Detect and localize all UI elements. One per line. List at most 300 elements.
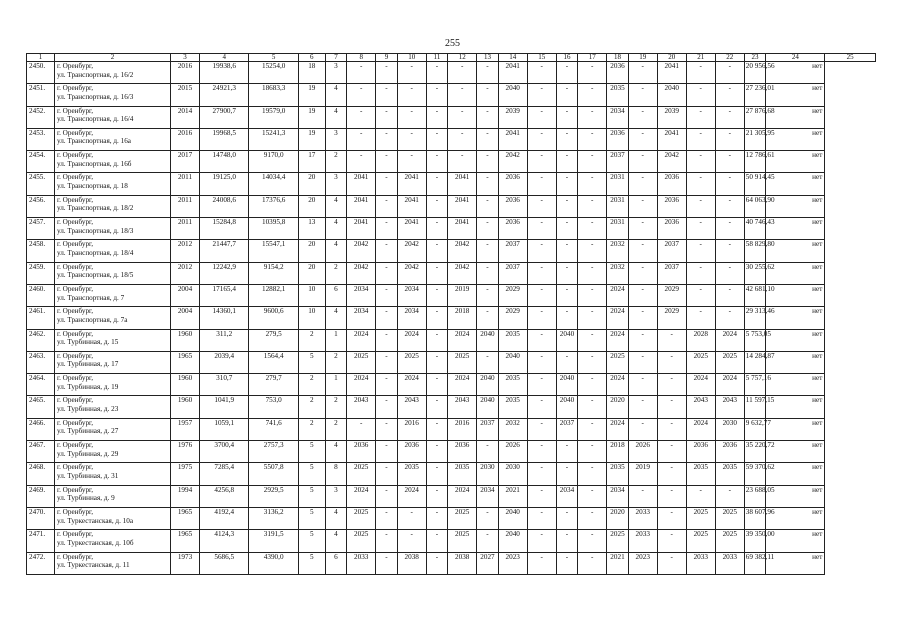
value-cell: 2018	[607, 441, 628, 463]
value-cell: 2043	[397, 396, 426, 418]
value-cell: 2024	[715, 374, 744, 396]
value-cell: -	[376, 284, 397, 306]
value-cell: 2036	[607, 62, 628, 84]
value-cell: 2036	[498, 173, 527, 195]
value-cell: 2024	[397, 329, 426, 351]
value-cell: 2025	[347, 351, 376, 373]
row-number-cell: 2457.	[27, 218, 55, 240]
value-cell: 2039	[657, 106, 686, 128]
value-cell: 19579,0	[249, 106, 298, 128]
value-cell: -	[578, 106, 607, 128]
value-cell: -	[578, 218, 607, 240]
address-city: г. Оренбург,	[56, 262, 93, 271]
value-cell: 2016	[397, 418, 426, 440]
value-cell: -	[628, 418, 657, 440]
row-number-cell: 2465.	[27, 396, 55, 418]
value-cell: -	[628, 106, 657, 128]
value-cell: -	[376, 507, 397, 529]
address-street: ул. Транспортная, д. 18/4	[56, 248, 134, 257]
address-cell	[54, 374, 170, 396]
column-number-header: 1	[27, 54, 55, 62]
row-number-cell: 2461.	[27, 307, 55, 329]
value-cell: -	[578, 195, 607, 217]
column-number-header: 22	[715, 54, 744, 62]
cost-cell: 50 914,45	[744, 173, 765, 195]
value-cell: -	[628, 218, 657, 240]
value-cell: -	[578, 84, 607, 106]
address-city: г. Оренбург,	[56, 396, 93, 405]
value-cell: -	[715, 485, 744, 507]
row-number-cell: 2452.	[27, 106, 55, 128]
value-cell: 2021	[498, 485, 527, 507]
value-cell: 2033	[628, 530, 657, 552]
value-cell: 2040	[477, 396, 498, 418]
cost-cell: 14 284,87	[744, 351, 765, 373]
value-cell: -	[527, 284, 556, 306]
cost-cell: 59 370,62	[744, 463, 765, 485]
value-cell: -	[628, 307, 657, 329]
value-cell: -	[426, 240, 447, 262]
value-cell: -	[448, 151, 477, 173]
value-cell: -	[477, 106, 498, 128]
column-number-header: 5	[249, 54, 298, 62]
value-cell: -	[628, 84, 657, 106]
value-cell: -	[527, 106, 556, 128]
address-city: г. Оренбург,	[56, 374, 93, 383]
table-row	[27, 240, 876, 262]
value-cell: 2025	[347, 507, 376, 529]
address-city: г. Оренбург,	[56, 106, 93, 115]
table-row	[27, 218, 876, 240]
value-cell: -	[477, 284, 498, 306]
column-number-header: 9	[376, 54, 397, 62]
value-cell: -	[527, 485, 556, 507]
housing-registry-table	[26, 53, 876, 575]
address-city: г. Оренбург,	[56, 307, 93, 316]
value-cell: 2039,4	[200, 351, 249, 373]
value-cell: 2029	[657, 284, 686, 306]
value-cell: -	[527, 307, 556, 329]
value-cell: -	[527, 507, 556, 529]
status-cell: нет	[766, 62, 825, 84]
value-cell: -	[477, 195, 498, 217]
cost-cell: 21 305,95	[744, 128, 765, 150]
value-cell: -	[376, 530, 397, 552]
value-cell: 5	[298, 351, 325, 373]
value-cell: 6	[325, 552, 346, 574]
address-street: ул. Турбинная, д. 27	[56, 427, 119, 436]
value-cell: 2041	[448, 195, 477, 217]
address-city: г. Оренбург,	[56, 351, 93, 360]
value-cell: 2025	[448, 530, 477, 552]
value-cell: -	[376, 441, 397, 463]
value-cell: 4	[325, 530, 346, 552]
value-cell: 4192,4	[200, 507, 249, 529]
value-cell: 19	[298, 128, 325, 150]
value-cell: 17165,4	[200, 284, 249, 306]
value-cell: 7285,4	[200, 463, 249, 485]
value-cell: 1564,4	[249, 351, 298, 373]
value-cell: -	[426, 307, 447, 329]
value-cell: 1965	[171, 507, 200, 529]
value-cell: 2041	[347, 218, 376, 240]
value-cell: 4	[325, 106, 346, 128]
value-cell: -	[376, 151, 397, 173]
address-street: ул. Турбинная, д. 15	[56, 338, 119, 347]
value-cell: 2034	[607, 106, 628, 128]
value-cell: 14034,4	[249, 173, 298, 195]
value-cell: 19968,5	[200, 128, 249, 150]
value-cell: 17376,6	[249, 195, 298, 217]
value-cell: -	[426, 396, 447, 418]
value-cell: 2041	[498, 62, 527, 84]
value-cell: -	[686, 195, 715, 217]
status-cell: нет	[766, 262, 825, 284]
address-street: ул. Турбинная, д. 31	[56, 471, 119, 480]
table-row	[27, 463, 876, 485]
status-cell: нет	[766, 240, 825, 262]
value-cell: 2023	[498, 552, 527, 574]
value-cell: 2025	[397, 351, 426, 373]
value-cell: 2036	[448, 441, 477, 463]
value-cell: -	[376, 351, 397, 373]
value-cell: 2036	[657, 218, 686, 240]
value-cell: 2041	[397, 195, 426, 217]
column-number-header: 13	[477, 54, 498, 62]
address-street: ул. Транспортная, д. 16/4	[56, 115, 134, 124]
value-cell: 2036	[657, 173, 686, 195]
table-row	[27, 128, 876, 150]
value-cell: 3136,2	[249, 507, 298, 529]
row-number-cell: 2464.	[27, 374, 55, 396]
column-number-header: 17	[578, 54, 607, 62]
value-cell: -	[556, 195, 577, 217]
value-cell: 18	[298, 62, 325, 84]
value-cell: 10	[298, 307, 325, 329]
value-cell: 1	[325, 329, 346, 351]
value-cell: 2	[325, 418, 346, 440]
value-cell: 2037	[477, 418, 498, 440]
value-cell: 2012	[171, 262, 200, 284]
column-number-header: 3	[171, 54, 200, 62]
column-number-header: 2	[54, 54, 170, 62]
value-cell: 8	[325, 463, 346, 485]
value-cell: -	[426, 530, 447, 552]
value-cell: -	[527, 173, 556, 195]
value-cell: -	[426, 329, 447, 351]
value-cell: -	[657, 463, 686, 485]
value-cell: 2040	[498, 351, 527, 373]
value-cell: -	[657, 507, 686, 529]
value-cell: -	[715, 84, 744, 106]
value-cell: -	[715, 151, 744, 173]
value-cell: 2038	[448, 552, 477, 574]
value-cell: 3700,4	[200, 441, 249, 463]
row-number-cell: 2459.	[27, 262, 55, 284]
value-cell: -	[715, 106, 744, 128]
value-cell: 20	[298, 240, 325, 262]
value-cell: 2037	[657, 240, 686, 262]
table-row	[27, 374, 876, 396]
value-cell: 2019	[448, 284, 477, 306]
status-cell: нет	[766, 396, 825, 418]
value-cell: -	[448, 128, 477, 150]
address-street: ул. Транспортная, д. 18	[56, 182, 128, 191]
value-cell: 2036	[657, 195, 686, 217]
row-number-cell: 2467.	[27, 441, 55, 463]
status-cell: нет	[766, 284, 825, 306]
value-cell: -	[527, 463, 556, 485]
value-cell: 1960	[171, 329, 200, 351]
value-cell: -	[715, 128, 744, 150]
value-cell: -	[628, 396, 657, 418]
value-cell: 2042	[397, 262, 426, 284]
value-cell: -	[715, 284, 744, 306]
value-cell: -	[376, 218, 397, 240]
value-cell: -	[628, 128, 657, 150]
cost-cell: 39 350,00	[744, 530, 765, 552]
value-cell: 1973	[171, 552, 200, 574]
value-cell: 2031	[607, 195, 628, 217]
value-cell: 2040	[477, 374, 498, 396]
value-cell: 1	[325, 374, 346, 396]
value-cell: 2025	[686, 530, 715, 552]
address-cell	[54, 173, 170, 195]
value-cell: 2004	[171, 307, 200, 329]
cost-cell: 58 829,80	[744, 240, 765, 262]
value-cell: 2021	[607, 552, 628, 574]
value-cell: 2024	[715, 329, 744, 351]
value-cell: 14748,0	[200, 151, 249, 173]
value-cell: -	[527, 351, 556, 373]
value-cell: 2025	[686, 507, 715, 529]
table-row	[27, 307, 876, 329]
value-cell: -	[426, 62, 447, 84]
cost-cell: 38 607,96	[744, 507, 765, 529]
value-cell: 2040	[556, 374, 577, 396]
address-cell	[54, 351, 170, 373]
value-cell: -	[477, 441, 498, 463]
value-cell: 2041	[448, 218, 477, 240]
value-cell: 2026	[628, 441, 657, 463]
value-cell: 2025	[715, 530, 744, 552]
value-cell: -	[578, 418, 607, 440]
value-cell: 4256,8	[200, 485, 249, 507]
value-cell: -	[477, 262, 498, 284]
value-cell: 5	[298, 441, 325, 463]
value-cell: -	[376, 128, 397, 150]
value-cell: 1960	[171, 374, 200, 396]
status-cell: нет	[766, 463, 825, 485]
value-cell: 2035	[498, 329, 527, 351]
value-cell: 2041	[397, 173, 426, 195]
value-cell: 2024	[397, 485, 426, 507]
value-cell: -	[628, 151, 657, 173]
value-cell: 4	[325, 84, 346, 106]
value-cell: 2024	[347, 329, 376, 351]
cost-cell: 5 753,05	[744, 329, 765, 351]
address-street: ул. Турбинная, д. 19	[56, 382, 119, 391]
table-row	[27, 173, 876, 195]
value-cell: 2	[298, 329, 325, 351]
value-cell: -	[686, 106, 715, 128]
value-cell: -	[578, 463, 607, 485]
address-cell	[54, 463, 170, 485]
value-cell: 2037	[556, 418, 577, 440]
value-cell: 27900,7	[200, 106, 249, 128]
status-cell: нет	[766, 173, 825, 195]
value-cell: 3	[325, 173, 346, 195]
value-cell: -	[686, 218, 715, 240]
value-cell: 2034	[347, 307, 376, 329]
value-cell: 2023	[628, 552, 657, 574]
value-cell: 2028	[686, 329, 715, 351]
value-cell: 2024	[686, 418, 715, 440]
address-cell	[54, 218, 170, 240]
address-street: ул. Транспортная, д. 18/2	[56, 204, 134, 213]
value-cell: -	[426, 173, 447, 195]
value-cell: -	[426, 128, 447, 150]
value-cell: -	[556, 530, 577, 552]
value-cell: 6	[325, 284, 346, 306]
row-number-cell: 2466.	[27, 418, 55, 440]
value-cell: -	[347, 62, 376, 84]
value-cell: 2757,3	[249, 441, 298, 463]
value-cell: 2036	[397, 441, 426, 463]
row-number-cell: 2460.	[27, 284, 55, 306]
value-cell: -	[556, 307, 577, 329]
status-cell: нет	[766, 441, 825, 463]
value-cell: -	[578, 151, 607, 173]
value-cell: 2035	[397, 463, 426, 485]
value-cell: 18683,3	[249, 84, 298, 106]
cost-cell: 5 757,16	[744, 374, 765, 396]
column-number-header: 10	[397, 54, 426, 62]
value-cell: -	[527, 552, 556, 574]
address-city: г. Оренбург,	[56, 485, 93, 494]
cost-cell: 42 681,10	[744, 284, 765, 306]
value-cell: 2012	[171, 240, 200, 262]
value-cell: -	[426, 374, 447, 396]
value-cell: 2	[325, 351, 346, 373]
address-cell	[54, 507, 170, 529]
value-cell: -	[578, 329, 607, 351]
value-cell: 1976	[171, 441, 200, 463]
address-cell	[54, 62, 170, 84]
value-cell: -	[397, 84, 426, 106]
value-cell: -	[715, 307, 744, 329]
value-cell: 4	[325, 507, 346, 529]
status-cell: нет	[766, 351, 825, 373]
value-cell: 2036	[607, 128, 628, 150]
status-cell: нет	[766, 218, 825, 240]
value-cell: 2041	[347, 173, 376, 195]
value-cell: 5	[298, 507, 325, 529]
value-cell: -	[397, 128, 426, 150]
value-cell: 2037	[607, 151, 628, 173]
value-cell: 2034	[397, 284, 426, 306]
value-cell: -	[448, 106, 477, 128]
address-cell	[54, 240, 170, 262]
value-cell: 2043	[715, 396, 744, 418]
value-cell: -	[376, 106, 397, 128]
value-cell: -	[628, 374, 657, 396]
address-city: г. Оренбург,	[56, 530, 93, 539]
value-cell: 2042	[347, 262, 376, 284]
value-cell: 2033	[347, 552, 376, 574]
value-cell: 2037	[498, 262, 527, 284]
value-cell: 21447,7	[200, 240, 249, 262]
address-cell	[54, 195, 170, 217]
address-cell	[54, 329, 170, 351]
value-cell: 2011	[171, 218, 200, 240]
value-cell: 2040	[556, 396, 577, 418]
value-cell: 19938,6	[200, 62, 249, 84]
address-city: г. Оренбург,	[56, 128, 93, 137]
value-cell: 1994	[171, 485, 200, 507]
value-cell: 2042	[397, 240, 426, 262]
table-row	[27, 262, 876, 284]
status-cell: нет	[766, 507, 825, 529]
value-cell: -	[426, 195, 447, 217]
value-cell: 2024	[607, 284, 628, 306]
value-cell: -	[686, 151, 715, 173]
value-cell: 14360,1	[200, 307, 249, 329]
value-cell: -	[578, 62, 607, 84]
value-cell: -	[556, 62, 577, 84]
value-cell: -	[527, 396, 556, 418]
value-cell: -	[477, 307, 498, 329]
value-cell: -	[347, 84, 376, 106]
value-cell: -	[657, 418, 686, 440]
value-cell: 4	[325, 240, 346, 262]
value-cell: 24008,6	[200, 195, 249, 217]
address-city: г. Оренбург,	[56, 329, 93, 338]
address-city: г. Оренбург,	[56, 62, 93, 70]
value-cell: -	[628, 329, 657, 351]
value-cell: 741,6	[249, 418, 298, 440]
value-cell: 2035	[715, 463, 744, 485]
table-row	[27, 418, 876, 440]
value-cell: 2041	[657, 62, 686, 84]
value-cell: -	[376, 329, 397, 351]
value-cell: 2	[298, 418, 325, 440]
status-cell: нет	[766, 307, 825, 329]
address-city: г. Оренбург,	[56, 418, 93, 427]
value-cell: -	[686, 173, 715, 195]
value-cell: -	[556, 284, 577, 306]
address-street: ул. Туркестанская, д. 10а	[56, 516, 134, 525]
value-cell: 2040	[657, 84, 686, 106]
table-row	[27, 351, 876, 373]
value-cell: 2034	[477, 485, 498, 507]
row-number-cell: 2462.	[27, 329, 55, 351]
value-cell: -	[376, 396, 397, 418]
value-cell: -	[578, 351, 607, 373]
value-cell: -	[347, 128, 376, 150]
address-city: г. Оренбург,	[56, 284, 93, 293]
value-cell: 2030	[498, 463, 527, 485]
value-cell: 10395,8	[249, 218, 298, 240]
value-cell: -	[376, 173, 397, 195]
address-cell	[54, 106, 170, 128]
column-number-header: 12	[448, 54, 477, 62]
value-cell: 2035	[498, 396, 527, 418]
value-cell: 15254,0	[249, 62, 298, 84]
column-number-header: 21	[686, 54, 715, 62]
column-number-header: 19	[628, 54, 657, 62]
row-number-cell: 2451.	[27, 84, 55, 106]
